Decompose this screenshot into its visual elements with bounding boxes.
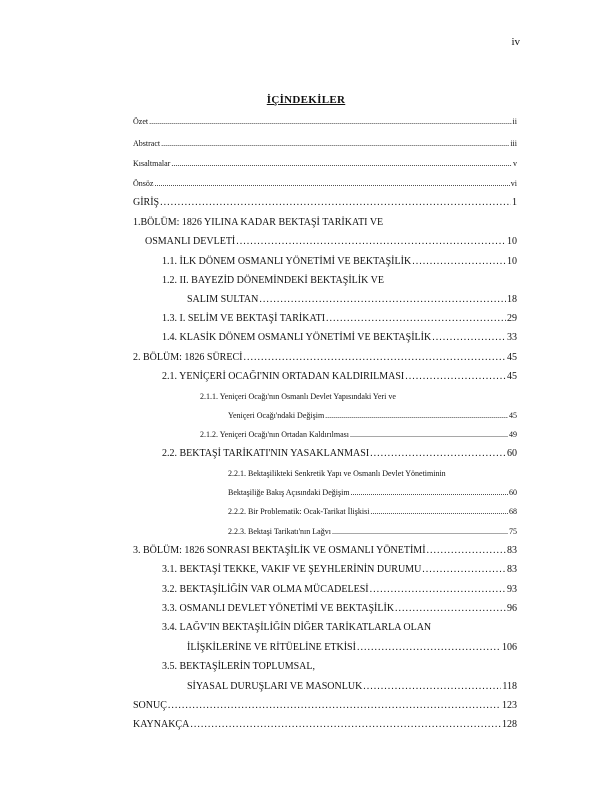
leader-dots <box>160 197 511 208</box>
leader-dots <box>422 564 506 575</box>
leader-dots <box>363 681 501 692</box>
toc-page: 83 <box>507 564 517 575</box>
toc-entry-onsoz[interactable] <box>133 179 517 188</box>
toc-entry-kaynakca[interactable] <box>133 719 517 730</box>
toc-label: 2.1. YENİÇERİ OCAĞI'NIN ORTADAN KALDIRILMASI <box>162 371 405 382</box>
toc-page: 60 <box>509 488 517 497</box>
toc-entry-bolum3[interactable] <box>133 545 517 556</box>
toc-label: Bektaşiliğe Bakış Açısındaki Değişim <box>228 488 350 497</box>
toc-page: 60 <box>507 448 517 459</box>
toc-label: Abstract <box>133 139 161 148</box>
leader-dots <box>412 256 506 267</box>
leader-dots <box>236 236 506 247</box>
leader-dots <box>171 159 512 168</box>
toc-label: 1.2. II. BAYEZİD DÖNEMİNDEKİ BEKTAŞİLİK VE <box>162 275 384 286</box>
toc-label: 2. BÖLÜM: 1826 SÜRECİ <box>133 352 243 363</box>
toc-page: iii <box>510 139 517 148</box>
toc-label: 2.1.1. Yeniçeri Ocağı'nın Osmanlı Devlet Yapısındaki Yeri ve <box>200 392 396 401</box>
toc-label: 2.2.3. Bektaşi Tarikatı'nın Lağvı <box>228 527 331 536</box>
toc-label: 2.2.1. Bektaşilikteki Senkretik Yapı ve Osmanlı Devlet Yönetiminin <box>228 469 446 478</box>
toc-label: Yeniçeri Ocağı'ndaki Değişim <box>228 411 325 420</box>
toc-label: GİRİŞ <box>133 197 160 208</box>
toc-label: Önsöz <box>133 179 154 188</box>
toc-entry-3-3[interactable] <box>162 603 517 614</box>
toc-entry-bolum1-line2[interactable] <box>145 236 517 247</box>
leader-dots <box>370 448 506 459</box>
toc-entry-3-4-line2[interactable] <box>187 642 517 653</box>
toc-entry-3-4-line1[interactable] <box>162 622 517 633</box>
toc-page: 45 <box>507 352 517 363</box>
toc-page: 128 <box>502 719 517 730</box>
leader-dots <box>259 294 506 305</box>
toc-label: SİYASAL DURUŞLARI VE MASONLUK <box>187 681 363 692</box>
leader-dots <box>161 139 509 148</box>
toc-page: 45 <box>509 411 517 420</box>
leader-dots <box>326 313 506 324</box>
toc-label: 3.4. LAĞV'IN BEKTAŞİLİĞİN DİĞER TARİKATLARLA OLAN <box>162 622 432 633</box>
page-number: iv <box>511 36 520 48</box>
toc-label: SALIM SULTAN <box>187 294 259 305</box>
toc-entry-sonuc[interactable] <box>133 700 517 711</box>
toc-label: KAYNAKÇA <box>133 719 190 730</box>
toc-label: 3.2. BEKTAŞİLİĞİN VAR OLMA MÜCADELESİ <box>162 584 369 595</box>
leader-dots <box>395 603 506 614</box>
toc-page: 75 <box>509 527 517 536</box>
toc-label: 2.1.2. Yeniçeri Ocağı'nın Ortadan Kaldırılması <box>200 430 349 439</box>
toc-entry-2-2-1-line2[interactable] <box>228 488 517 497</box>
toc-label: Özet <box>133 117 149 126</box>
leader-dots <box>370 507 508 516</box>
leader-dots <box>190 719 501 730</box>
toc-entry-1-2-line1[interactable] <box>162 275 517 286</box>
toc-entry-2-2-2[interactable] <box>228 507 517 516</box>
leader-dots <box>357 642 501 653</box>
toc-page: 123 <box>502 700 517 711</box>
toc-label: Kısaltmalar <box>133 159 171 168</box>
leader-dots <box>350 430 508 439</box>
toc-label: OSMANLI DEVLETİ <box>145 236 236 247</box>
page-title: İÇİNDEKİLER <box>266 94 346 106</box>
toc-entry-1-3[interactable] <box>162 313 517 324</box>
toc-entry-1-4[interactable] <box>162 332 517 343</box>
toc-page: 68 <box>509 507 517 516</box>
toc-entry-giris[interactable] <box>133 197 517 208</box>
toc-page: 49 <box>509 430 517 439</box>
toc-label: 1.4. KLASİK DÖNEM OSMANLI YÖNETİMİ VE BEKTAŞİLİK <box>162 332 432 343</box>
toc-label: 2.2.2. Bir Problematik: Ocak-Tarikat İlişkisi <box>228 507 370 516</box>
toc-page: 18 <box>507 294 517 305</box>
toc-entry-2-2-3[interactable] <box>228 527 517 536</box>
toc-entry-abstract[interactable] <box>133 139 517 148</box>
toc-page: 1 <box>512 197 517 208</box>
toc-page: ii <box>512 117 517 126</box>
toc-entry-bolum1-line1[interactable] <box>133 217 517 228</box>
toc-page: 10 <box>507 256 517 267</box>
leader-dots <box>405 371 506 382</box>
toc-entry-ozet[interactable] <box>133 117 517 126</box>
toc-label: 3.3. OSMANLI DEVLET YÖNETİMİ VE BEKTAŞİLİK <box>162 603 395 614</box>
toc-label: İLİŞKİLERİNE VE RİTÜELİNE ETKİSİ <box>187 642 356 653</box>
leader-dots <box>325 411 508 420</box>
toc-entry-2-1-2[interactable] <box>200 430 517 439</box>
toc-page: 106 <box>502 642 517 653</box>
leader-dots <box>370 584 506 595</box>
toc-entry-2-1-1-line2[interactable] <box>228 411 517 420</box>
toc-entry-bolum2[interactable] <box>133 352 517 363</box>
toc-entry-3-5-line1[interactable] <box>162 661 517 672</box>
toc-page: 10 <box>507 236 517 247</box>
toc-page: 29 <box>507 313 517 324</box>
toc-entry-1-1[interactable] <box>162 256 517 267</box>
leader-dots <box>149 117 511 126</box>
leader-dots <box>154 179 509 188</box>
toc-entry-2-2-1-line1[interactable] <box>228 469 517 478</box>
toc-entry-3-2[interactable] <box>162 584 517 595</box>
toc-label: 1.3. I. SELİM VE BEKTAŞİ TARİKATI <box>162 313 326 324</box>
toc-label: 1.1. İLK DÖNEM OSMANLI YÖNETİMİ VE BEKTAŞİLİK <box>162 256 412 267</box>
leader-dots <box>332 527 508 536</box>
toc-entry-kisaltmalar[interactable] <box>133 159 517 168</box>
toc-label: 3.1. BEKTAŞİ TEKKE, VAKIF VE ŞEYHLERİNİN DURUMU <box>162 564 422 575</box>
toc-page: 83 <box>507 545 517 556</box>
toc-entry-2-1-1-line1[interactable] <box>200 392 517 401</box>
toc-entry-2-1[interactable] <box>162 371 517 382</box>
toc-page: 96 <box>507 603 517 614</box>
toc-label: 3.5. BEKTAŞİLERİN TOPLUMSAL, <box>162 661 316 672</box>
leader-dots <box>432 332 506 343</box>
toc-label: 1.BÖLÜM: 1826 YILINA KADAR BEKTAŞİ TARİKATI VE <box>133 217 384 228</box>
toc-page: 118 <box>502 681 517 692</box>
toc-entry-1-2-line2[interactable] <box>187 294 517 305</box>
toc-label: 2.2. BEKTAŞİ TARİKATI'NIN YASAKLANMASI <box>162 448 370 459</box>
leader-dots <box>427 545 506 556</box>
toc-page: 93 <box>507 584 517 595</box>
toc-label: SONUÇ <box>133 700 167 711</box>
toc-entry-3-1[interactable] <box>162 564 517 575</box>
toc-entry-3-5-line2[interactable] <box>187 681 517 692</box>
leader-dots <box>243 352 506 363</box>
toc-page: v <box>513 159 517 168</box>
toc-page: 45 <box>507 371 517 382</box>
leader-dots <box>168 700 501 711</box>
toc-entry-2-2[interactable] <box>162 448 517 459</box>
toc-page: 33 <box>507 332 517 343</box>
toc-page: vi <box>510 179 517 188</box>
toc-label: 3. BÖLÜM: 1826 SONRASI BEKTAŞİLİK VE OSMANLI YÖNETİMİ <box>133 545 426 556</box>
leader-dots <box>351 488 508 497</box>
